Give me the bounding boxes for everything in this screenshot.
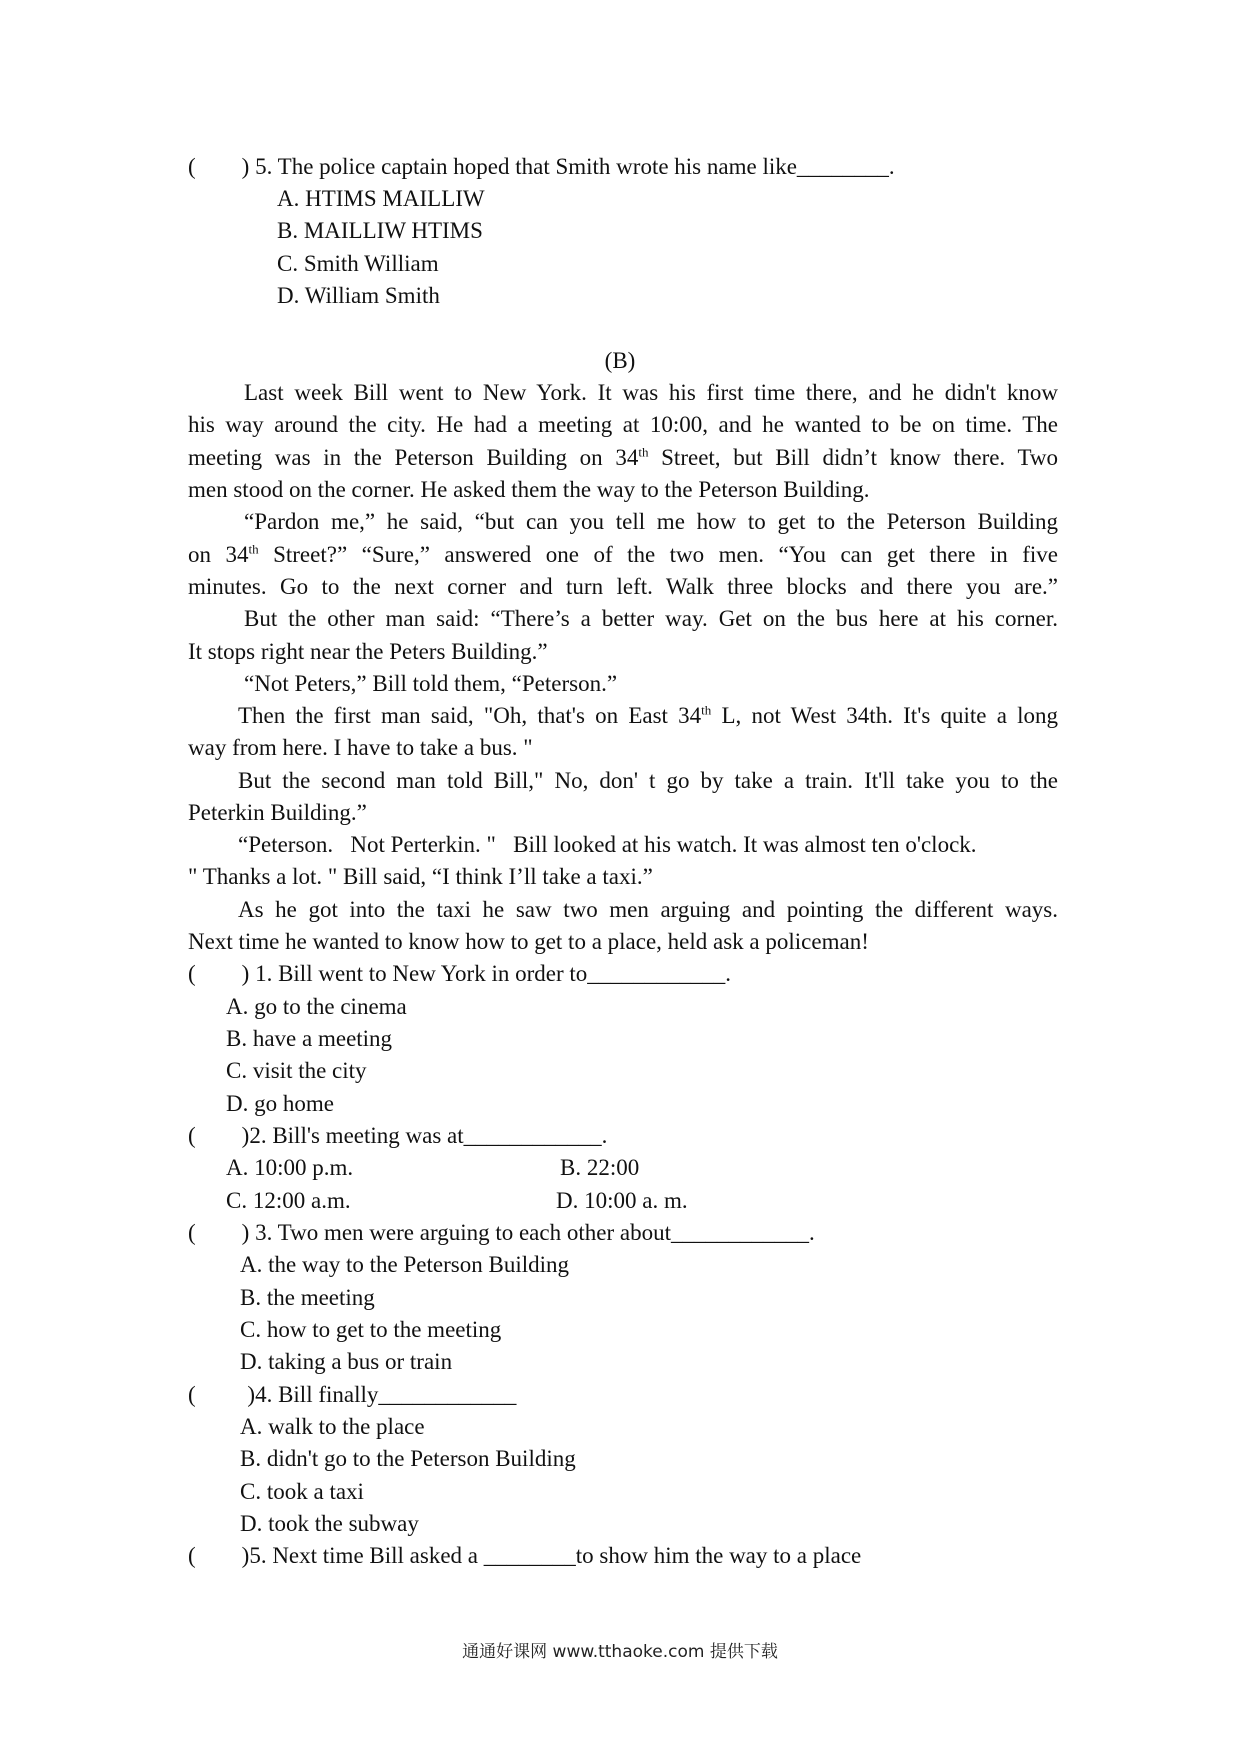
option-b: B. 22:00 bbox=[560, 1155, 640, 1180]
passage-line: minutes. Go to the next corner and turn left. Walk three blocks and there you are.” bbox=[188, 574, 1058, 599]
passage-line bbox=[188, 443, 1058, 473]
passage-text: Street, but Bill didn’t know there. Two bbox=[661, 445, 1058, 470]
passage-line: Next time he wanted to know how to get to a place, held ask a policeman! bbox=[188, 929, 869, 954]
passage-text: meeting was in the Peterson Building on 34 bbox=[188, 445, 639, 470]
option-d: D. taking a bus or train bbox=[240, 1349, 453, 1374]
passage-line: “Pardon me,” he said, “but can you tell me how to get to the Peterson Building bbox=[244, 509, 1058, 534]
option-a: A. go to the cinema bbox=[226, 994, 407, 1019]
question-stem: ( )5. Next time Bill asked a ________to show him the way to a place bbox=[188, 1543, 862, 1568]
question-stem: ( )4. Bill finally____________ bbox=[188, 1382, 517, 1407]
passage-line: “Not Peters,” Bill told them, “Peterson.” bbox=[244, 671, 618, 696]
page-footer: 通通好课网 www.tthaoke.com 提供下载 bbox=[462, 1642, 778, 1662]
option-d: D. go home bbox=[226, 1091, 334, 1116]
question-stem: ( )2. Bill's meeting was at____________. bbox=[188, 1123, 608, 1148]
option-d: D. 10:00 a. m. bbox=[556, 1188, 688, 1213]
option-d: D. William Smith bbox=[277, 283, 440, 308]
passage-line: As he got into the taxi he saw two men arguing and pointing the different ways. bbox=[238, 897, 1058, 922]
option-b: B. the meeting bbox=[240, 1285, 375, 1310]
question-stem: ( ) 5. The police captain hoped that Smith wrote his name like________. bbox=[188, 154, 895, 179]
option-b: B. MAILLIW HTIMS bbox=[277, 218, 483, 243]
passage-line: Peterkin Building.” bbox=[188, 800, 367, 825]
option-a: A. 10:00 p.m. bbox=[226, 1155, 354, 1180]
question-stem: ( ) 1. Bill went to New York in order to____________. bbox=[188, 961, 732, 986]
passage-line: " Thanks a lot. " Bill said, “I think I’ll take a taxi.” bbox=[188, 864, 653, 889]
passage-line: men stood on the corner. He asked them the way to the Peterson Building. bbox=[188, 477, 870, 502]
option-c: C. visit the city bbox=[226, 1058, 367, 1083]
passage-text: L, not West 34th. It's quite a long bbox=[711, 703, 1059, 728]
passage-line: It stops right near the Peters Building.” bbox=[188, 639, 548, 664]
passage-line: But the other man said: “There’s a better way. Get on the bus here at his corner. bbox=[244, 606, 1058, 631]
option-c: C. took a taxi bbox=[240, 1479, 364, 1504]
passage-text: on 34 bbox=[188, 542, 249, 567]
passage-line bbox=[188, 540, 1058, 570]
question-stem: ( ) 3. Two men were arguing to each other about____________. bbox=[188, 1220, 815, 1245]
passage-line: “Peterson. Not Perterkin. " Bill looked at his watch. It was almost ten o'clock. bbox=[238, 832, 977, 857]
passage-line: Last week Bill went to New York. It was his first time there, and he didn't know bbox=[244, 380, 1058, 405]
superscript: th bbox=[248, 541, 259, 557]
option-a: A. the way to the Peterson Building bbox=[240, 1252, 569, 1277]
option-a: A. HTIMS MAILLIW bbox=[277, 186, 485, 211]
option-b: B. have a meeting bbox=[226, 1026, 393, 1051]
passage-text: Then the first man said, "Oh, that's on East 34 bbox=[238, 703, 702, 728]
option-c: C. Smith William bbox=[277, 251, 439, 276]
passage-line: But the second man told Bill," No, don' t go by take a train. It'll take you to the bbox=[238, 768, 1058, 793]
passage-line bbox=[238, 701, 1058, 731]
option-c: C. how to get to the meeting bbox=[240, 1317, 502, 1342]
passage-text: Street?” “Sure,” answered one of the two men. “You can get there in five bbox=[258, 542, 1059, 567]
option-d: D. took the subway bbox=[240, 1511, 419, 1536]
option-b: B. didn't go to the Peterson Building bbox=[240, 1446, 576, 1471]
superscript: th bbox=[701, 702, 712, 718]
superscript: th bbox=[638, 444, 649, 460]
passage-line: way from here. I have to take a bus. " bbox=[188, 735, 533, 760]
section-heading: (B) bbox=[604, 348, 636, 373]
option-c: C. 12:00 a.m. bbox=[226, 1188, 351, 1213]
option-a: A. walk to the place bbox=[240, 1414, 425, 1439]
passage-line: his way around the city. He had a meeting at 10:00, and he wanted to be on time. The bbox=[188, 412, 1058, 437]
